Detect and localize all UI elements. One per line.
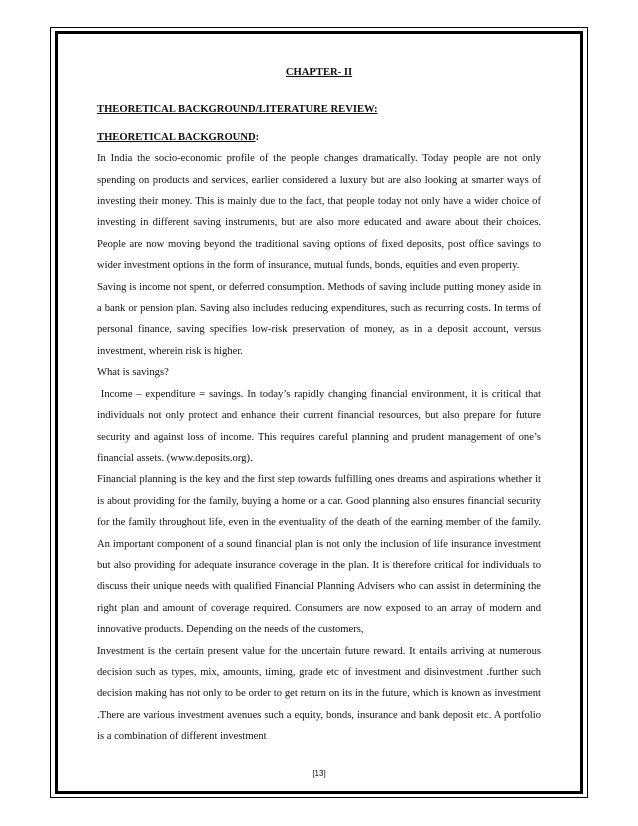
page-number: [13] (312, 769, 326, 778)
paragraph: Investment is the certain present value for the uncertain future reward. It entails arriving at numerous decision such as types, mix, amounts, timing, grade etc of investment and disinvestment .further such decision making has not only to be order to get return on its in the future, which is known as investment .There are various investment avenues such a equity, bonds, insurance and bank deposit etc. A portfolio is a combination of different investment (97, 645, 541, 743)
subsection-heading-text: THEORETICAL BACKGROUND (97, 131, 256, 143)
paragraph: Income – expenditure = savings. In today’s rapidly changing financial environment, it is critical that individuals not only protect and enhance their current financial resources, but also prepare for future security and against loss of income. This requires careful planning and prudent management of one’s financial assets. (www.deposits.org). (97, 388, 544, 464)
paragraph: Financial planning is the key and the first step towards fulfilling ones dreams and aspirations whether it is about providing for the family, buying a home or a car. Good planning also ensures financial security for the family throughout life, even in the eventuality of the death of the earning member of the family. An important component of a sound financial plan is not only the inclusion of life insurance investment but also providing for adequate insurance coverage in the plan. It is therefore critical for individuals to discuss their unique needs with qualified Financial Planning Advisers who can assist in determining the right plan and amount of coverage required. Consumers are now exposed to an array of modern and innovative products. Depending on the needs of the customers, (97, 474, 541, 636)
paragraph: What is savings? (97, 367, 169, 379)
paragraph: Saving is income not spent, or deferred consumption. Methods of saving include putting money aside in a bank or pension plan. Saving also includes reducing expenditures, such as recurring costs. In terms of personal finance, saving specifies low-risk preservation of money, as in a deposit account, versus investment, wherein risk is higher. (97, 281, 541, 357)
subsection-heading-colon: : (255, 131, 260, 143)
section-heading: THEORETICAL BACKGROUND/LITERATURE REVIEW: (97, 104, 378, 116)
chapter-title: CHAPTER- II (285, 67, 353, 78)
document-body (97, 62, 544, 748)
paragraph: In India the socio-economic profile of the people changes dramatically. Today people are not only spending on products and services, earlier considered a luxury but are also looking at smarter ways of investing their money. This is mainly due to the fact, that people today not only have a wider choice of investing in different saving instruments, but are also more educated and aware about their choices. People are now moving beyond the traditional saving options of fixed deposits, post office savings to wider investment options in the form of insurance, mutual funds, bonds, equities and even property. (97, 153, 541, 272)
subsection-heading (97, 127, 541, 148)
